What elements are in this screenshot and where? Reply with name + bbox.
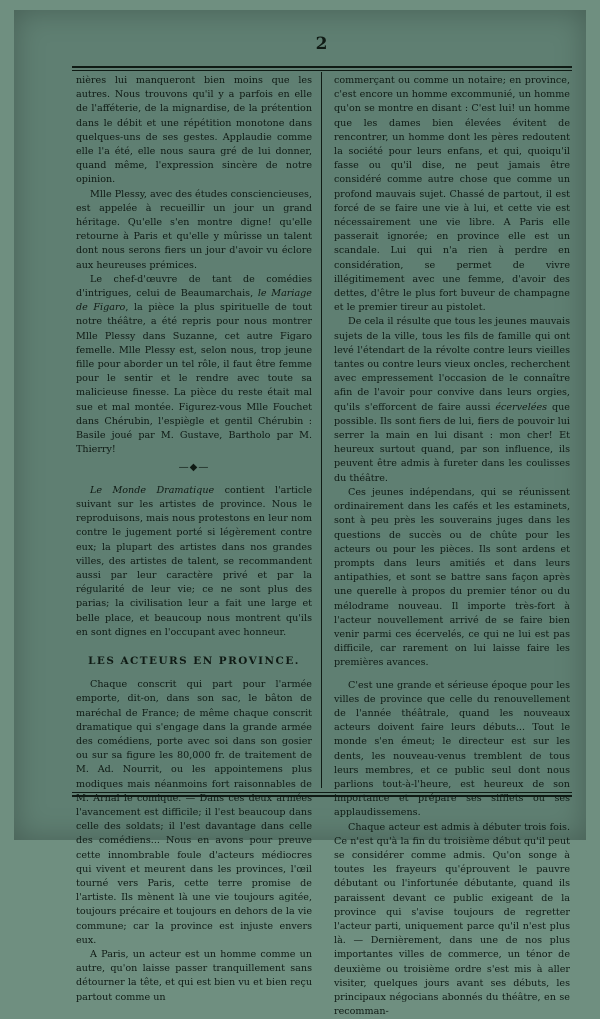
paragraph: nières lui manqueront bien moins que les autres. Nous trouvons qu'il y a parfois en elle de l'afféterie, de la mignardise, de la prétention dans le débit et une répétition monotone dans quelques-uns de ses gestes. Applaudie comme elle l'a été, elle nous saura gré de lui donner, quand même, l'expression sincère de notre opinion. [76, 75, 312, 186]
paragraph: C'est une grande et sérieuse époque pour les villes de province que celle du renouvellement de l'année théâtrale, quand les nouveaux acteurs doivent faire leurs débuts... Tout le monde s'en émeut; le directeur est sur les dents, les nouveau-venus tremblent de tous leurs membres, et ce public seul dont nous parlions tout-à-l'heure, est heureux de son importance et prépare ses sifflets ou ses applaudissemens. [334, 679, 570, 819]
left-column [76, 74, 312, 1003]
paragraph: A Paris, un acteur est un homme comme un autre, qu'on laisse passer tranquillement sans détourner la tête, et qui est bien vu et bien reçu partout comme un [76, 948, 312, 1003]
page-number: 2 [315, 34, 329, 54]
play-title: le Mariage de Figaro [76, 288, 312, 314]
column-divider [321, 72, 322, 788]
footer-rule [72, 792, 572, 797]
paragraph: commerçant ou comme un notaire; en province, c'est encore un homme excommunié, un homme qu'on se montre en disant : C'est lui! un homme que les dames bien élevées évitent de rencontrer, un homme dont les pères redoutent la société pour leurs enfans, et qui, quoiqu'il fasse ou qu'il dise, ne peut jamais être considéré comme autre chose que comme un profond mauvais sujet. Chassé de partout, il est forcé de se faire une vie à lui, et cette vie est nécessairement une vie libre. A Paris elle passerait ignorée; en province elle est un scandale. Lui qui n'a rien à perdre en considération, se permet de vivre illégitimement avec une femme, d'avoir des dettes, d'être le plus fort buveur de champagne et le premier tireur au pistolet. [334, 75, 570, 314]
header-rule [72, 66, 572, 71]
paragraph: Le Monde Dramatique contient l'article suivant sur les artistes de province. Nous le reproduisons, mais nous protestons en leur nom contre le jugement porté si légèrement contre eux; la plupart des artistes dans nos grandes villes, des artistes de talent, se recommandent aussi par leur caractère privé et par la régularité de leur vie; ce ne sont plus des parias; la civilisation leur a fait une large et belle place, et beaucoup nous montrent qu'ils en sont dignes en l'occupant avec honneur. [76, 484, 312, 638]
paragraph: Chaque conscrit qui part pour l'armée emporte, dit-on, dans son sac, le bâton de maréchal de France; de même chaque conscrit dramatique qui s'engage dans la grande armée des comédiens, porte avec soi dans son gosier ou sur sa figure les 80,000 fr. de traitement de M. Ad. Nourrit, ou les appointemens plus modiques mais néanmoins fort raisonnables de M. Arnal le comique. — Dans ces deux armées l'avancement est difficile; il l'est beaucoup dans celle des soldats; il l'est davantage dans celle des comédiens... Nous en avons pour preuve cette innombrable foule d'acteurs médiocres qui vivent et meurent dans les provinces, l'œil tourné vers Paris, cette terre promise de l'artiste. Ils mènent là une vie toujours agitée, toujours précaire et toujours en dehors de la vie commune; car la province est injuste envers eux. [76, 679, 312, 946]
paragraph: Mlle Plessy, avec des études consciencieuses, est appelée à recueillir un jour un grand héritage. Qu'elle s'en montre digne! qu'elle retourne à Paris et qu'elle y mûrisse un talent dont nous serons fiers un jour d'avoir vu éclore aux heureuses prémices. [76, 188, 312, 271]
paper-sheet [14, 10, 586, 1018]
italic-word: écervelées [495, 401, 548, 413]
paragraph: De cela il résulte que tous les jeunes mauvais sujets de la ville, tous les fils de famille qui ont levé l'étendart de la révolte contre leurs vieilles tantes ou contre leurs vieux oncles, recherchent avec empressement l'occasion de le connaître afin de l'avoir pour convive dans leurs orgies, qu'ils s'efforcent de faire aussi écervelées que possible. Ils sont fiers de lui, fiers de pouvoir lui serrer la main en lui disant : mon cher! Et heureux surtout quand, par son influence, ils peuvent être admis à fureter dans les coulisses du théâtre. [334, 316, 570, 484]
paragraph: Le chef-d'œuvre de tant de comédies d'intrigues, celui de Beaumarchais, le Mariage de Figaro, la pièce la plus spirituelle de tout notre théâtre, a été repris pour nous montrer Mlle Plessy dans Suzanne, cet autre Figaro femelle. Mlle Plessy est, selon nous, trop jeune fille pour aborder un tel rôle, il faut être femme pour le sentir et le rendre avec toute sa malicieuse finesse. La pièce du reste était mal sue et mal montée. Figurez-vous Mlle Fouchet dans Chérubin, l'espiègle et gentil Chérubin : Basile joué par M. Gustave, Bartholo par M. Thierry! [76, 273, 312, 456]
journal-title: Le Monde Dramatique [90, 484, 215, 496]
right-column [334, 74, 570, 1018]
paragraph: Ces jeunes indépendans, qui se réunissent ordinairement dans les cafés et les estaminets, sont à peu près les souverains juges dans les questions de succès ou de chûte pour les acteurs ou pour les pièces. Ils sont ardens et prompts dans leurs amitiés et dans leurs antipathies, et sont se battre sans façon après une querelle à propos du premier ténor ou du mélodrame nouveau. Il importe très-fort à l'acteur nouvellement arrivé de se faire bien venir parmi ces écervelés, ce qui ne lui est pas difficile, car rarement on lui laisse faire les premières avances. [334, 486, 570, 669]
article-heading: LES ACTEURS EN PROVINCE. [88, 654, 300, 667]
paragraph: Chaque acteur est admis à débuter trois fois. Ce n'est qu'à la fin du troisième début qu'il peut se considérer comme admis. Qu'on songe à toutes les frayeurs qu'éprouvent le pauvre débutant ou l'infortunée débutante, quand ils paraissent devant ce public exigeant de la province qui s'avise toujours de regretter l'acteur parti, uniquement parce qu'il n'est plus là. — Dernièrement, dans une de nos plus importantes villes de commerce, un ténor de deuxième ou troisième ordre s'est mis à aller visiter, quelques jours avant ses débuts, les principaux négocians abonnés du théâtre, en se recomman- [334, 821, 570, 1018]
section-ornament: —◆— [178, 462, 210, 474]
newspaper-page [72, 10, 572, 1018]
